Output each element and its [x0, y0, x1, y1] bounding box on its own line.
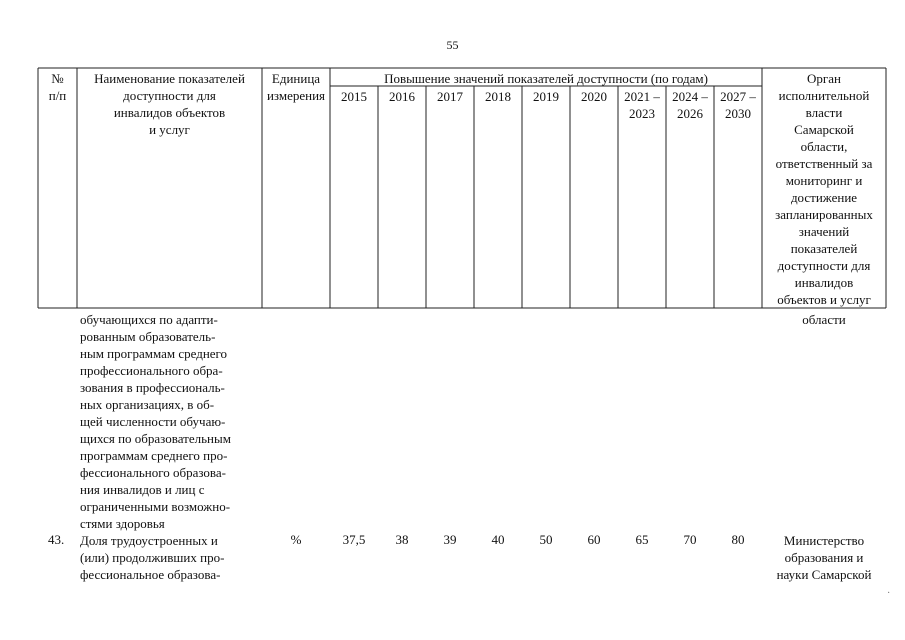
- text-line: щей численности обучаю-: [80, 414, 226, 429]
- header-year-2018: [474, 88, 522, 105]
- header-org-line: ответственный за: [775, 156, 873, 171]
- header-name-line: инвалидов объектов: [113, 105, 226, 120]
- header-year-2016: [378, 88, 426, 105]
- header-org-line: запланированных: [775, 207, 873, 222]
- text-line: фессионального образова-: [80, 465, 226, 480]
- row-value-2024-2026: 70: [683, 532, 697, 547]
- header-org-line: значений: [798, 224, 850, 239]
- text-line: программам среднего про-: [80, 448, 228, 463]
- header-org-line: области,: [800, 139, 848, 154]
- row-value-2016: 38: [395, 532, 409, 547]
- text-line: профессионального обра-: [80, 363, 223, 378]
- continuation-org: области: [802, 312, 846, 327]
- text-line: ных организациях, в об-: [80, 397, 215, 412]
- header-org-line: Орган: [807, 71, 841, 86]
- header-name-line: доступности для: [123, 88, 216, 103]
- header-unit-line: Единица: [271, 71, 321, 86]
- text-line: рованным образователь-: [80, 329, 216, 344]
- year-line: 2017: [437, 89, 463, 104]
- text-line: обучающихся по адапти-: [80, 312, 218, 327]
- header-name-line: Наименование показателей: [94, 71, 245, 86]
- row-value-2020: 60: [587, 532, 601, 547]
- year-line: 2027 –: [720, 89, 756, 104]
- text-line: стями здоровья: [80, 516, 165, 531]
- header-org-line: достижение: [790, 190, 858, 205]
- year-line: 2015: [341, 89, 367, 104]
- row-value-2018: 40: [491, 532, 505, 547]
- continuation-name: [80, 311, 260, 532]
- header-num-line: №: [51, 71, 64, 86]
- row-value-2015: 37,5: [342, 532, 366, 547]
- row-value-2017: 39: [443, 532, 457, 547]
- header-org-line: доступности для: [777, 258, 871, 273]
- year-line: 2021 –: [624, 89, 660, 104]
- text-line: ограниченными возможно-: [80, 499, 231, 514]
- header-org-line: исполнительной: [778, 88, 870, 103]
- header-org-line: показателей: [790, 241, 858, 256]
- text-line: (или) продолживших про-: [80, 550, 225, 565]
- header-num-line: п/п: [48, 88, 67, 103]
- text-line: науки Самарской: [776, 567, 872, 582]
- header-org-line: власти: [805, 105, 843, 120]
- header-year-2021-2023: [618, 88, 666, 122]
- header-year-2027-2030: [714, 88, 762, 122]
- header-org: [762, 70, 886, 308]
- text-line: Министерство: [783, 533, 865, 548]
- text-line: образования и: [784, 550, 864, 565]
- row-unit: %: [290, 532, 302, 547]
- header-year-2017: [426, 88, 474, 105]
- row-org: [762, 532, 886, 583]
- year-line: 2019: [533, 89, 559, 104]
- text-line: Доля трудоустроенных и: [80, 533, 218, 548]
- text-line: ным программам среднего: [80, 346, 228, 361]
- year-line: 2024 –: [672, 89, 708, 104]
- header-year-2015: [330, 88, 378, 105]
- text-line: щихся по образовательным: [80, 431, 231, 446]
- row-value-2021-2023: 65: [635, 532, 649, 547]
- header-name: [77, 70, 262, 138]
- header-num: [38, 70, 77, 104]
- header-year-2024-2026: [666, 88, 714, 122]
- year-line: 2020: [581, 89, 607, 104]
- header-years-group: Повышение значений показателей доступности (по годам): [384, 71, 708, 86]
- row-value-2019: 50: [539, 532, 553, 547]
- text-line: ния инвалидов и лиц с: [80, 482, 205, 497]
- page-number: 55: [446, 38, 459, 52]
- row-name: [80, 532, 260, 583]
- year-line: 2016: [389, 89, 415, 104]
- row-value-2027-2030: 80: [731, 532, 745, 547]
- scan-speck: ·: [887, 588, 891, 599]
- header-org-line: мониторинг и: [785, 173, 863, 188]
- header-org-line: инвалидов: [794, 275, 854, 290]
- header-unit-line: измерения: [266, 88, 326, 103]
- header-year-2019: [522, 88, 570, 105]
- year-line: 2030: [725, 106, 751, 121]
- header-year-2020: [570, 88, 618, 105]
- header-org-line: Самарской: [794, 122, 854, 137]
- text-line: зования в профессиональ-: [80, 380, 225, 395]
- header-unit: [262, 70, 330, 104]
- year-line: 2023: [629, 106, 655, 121]
- year-line: 2026: [677, 106, 703, 121]
- header-org-line: объектов и услуг: [777, 292, 871, 307]
- header-name-line: и услуг: [149, 122, 190, 137]
- row-number: 43.: [48, 532, 65, 547]
- text-line: фессиональное образова-: [80, 567, 221, 582]
- year-line: 2018: [485, 89, 511, 104]
